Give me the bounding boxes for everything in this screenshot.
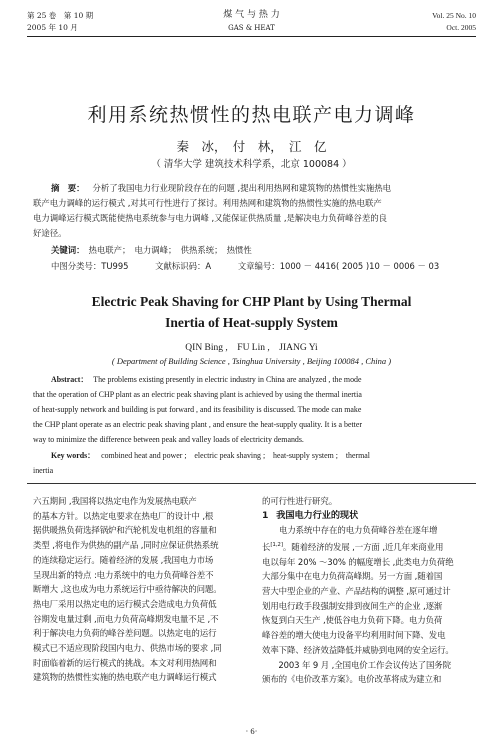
journal-vol-en: Vol. 25 No. 10 bbox=[432, 11, 476, 20]
abstract-en-line-2: that the operation of CHP plant as an electric peak shaving plant is achieved by using the thermal inertia bbox=[33, 390, 362, 399]
authors-cn: 秦 冰， 付 林， 江 亿 bbox=[176, 139, 327, 154]
article-number: 1000 － 4416( 2005 )10 － 0006 － 03 bbox=[279, 261, 440, 271]
body-right-line: 效率下降、经济效益降低并威胁到电网的安全运行。 bbox=[262, 644, 454, 655]
journal-date: 2005 年 10 月 bbox=[27, 23, 78, 32]
keywords-en-label: Key words： bbox=[51, 451, 96, 460]
affiliation-cn: （ 清华大学 建筑技术科学系，北京 100084 ） bbox=[151, 159, 352, 170]
journal-name-cn: 煤 气 与 热 力 bbox=[223, 10, 280, 20]
abstract-cn-line-3: 电力调峰运行模式既能使热电系统参与电力调峰 ,又能保证供热质量 ,是解决电力负荷峰谷差的良 bbox=[33, 213, 388, 223]
abstract-cn-line-2: 联产电力调峰的运行模式 ,对其可行性进行了探讨。利用热网和建筑物的热惯性实施的热电联产 bbox=[33, 198, 382, 208]
body-left-column bbox=[33, 494, 222, 685]
paper-title-en-line-2: Inertia of Heat-supply System bbox=[165, 315, 338, 330]
body-right-line: 颁布的《电价改革方案》。电价改革将成为建立和 bbox=[262, 674, 442, 685]
body-right-line: 划用电行政手段强制安排到夜间生产的企业 ,逐渐 bbox=[262, 600, 443, 611]
section-title: 我国电力行业的现状 bbox=[276, 509, 359, 521]
abstract-en-line-4: the CHP plant operate as an electric peak shaving plant , and ensure the heat-supply quality. It is a better bbox=[33, 420, 362, 429]
body-left-line: 类型 ,将电作为供热的副产品 ,同时应保证供热系统 bbox=[33, 540, 219, 551]
body-left-line: 的基本方针。以热定电要求在热电厂的设计中 ,根 bbox=[33, 510, 214, 521]
abstract-en-line-3: of heat-supply network and building is put forward , and its feasibility is discussed. The mode can make bbox=[33, 405, 362, 414]
authors-en: QIN Bing , FU Lin , JIANG Yi bbox=[185, 343, 318, 353]
section-number: 1 bbox=[262, 509, 269, 521]
body-left-line: 断增大 ,这也成为电力系统运行中亟待解决的问题。 bbox=[33, 584, 222, 595]
affiliation-en: ( Department of Building Science , Tsinghua University , Beijing 100084 , China ) bbox=[111, 356, 392, 366]
body-left-line: 利于解决电力负荷的峰谷差问题。以热定电的运行 bbox=[33, 628, 217, 639]
abstract-cn-label: 摘 要： bbox=[51, 183, 85, 193]
keywords-cn: 关键词： 热电联产； 电力调峰； 供热系统； 热惯性 bbox=[51, 245, 252, 255]
journal-volume-issue: 第 25 卷 第 10 期 bbox=[27, 11, 94, 20]
document-code: A bbox=[205, 261, 212, 271]
section-heading-1 bbox=[262, 509, 454, 524]
keywords-cn-label: 关键词： bbox=[51, 245, 85, 255]
body-left-line: 建筑物的热惯性实施的热电联产电力调峰运行模式 bbox=[33, 672, 217, 683]
abstract-en-line-5: way to minimize the difference between peak and valley loads of electricity demands. bbox=[33, 435, 304, 444]
body-left-line: 的连续稳定运行。随着经济的发展 ,我国电力市场 bbox=[33, 554, 214, 565]
clc-number: TU995 bbox=[101, 261, 129, 271]
section-separator bbox=[27, 483, 476, 484]
body-right-line: 大部分集中在电力负荷高峰期。另一方面 ,随着国 bbox=[262, 571, 443, 582]
journal-date-en: Oct. 2005 bbox=[446, 23, 476, 32]
body-right-line: 电以每年 20% ～30% 的幅度增长 ,此类电力负荷绝 bbox=[262, 556, 454, 567]
body-left-line: 呈现出新的特点 :电力系统中的电力负荷峰谷差不 bbox=[33, 569, 214, 580]
citation-ref: [1,2] bbox=[270, 542, 283, 549]
journal-name-en: GAS & HEAT bbox=[228, 24, 275, 32]
body-right-line: 长[1,2]。随着经济的发展 ,一方面 ,近几年来商业用 bbox=[262, 541, 444, 552]
body-right-line: 峰谷差的增大使电力设备平均利用时间下降、发电 bbox=[262, 630, 446, 641]
body-right-line: 的可行性进行研究。 bbox=[262, 496, 338, 506]
keywords-en: Key words： combined heat and power ; electric peak shaving ; heat-supply system ; thermal bbox=[51, 451, 370, 460]
body-left-line: 热电厂采用以热定电的运行模式会造成电力负荷低 bbox=[33, 598, 217, 609]
paper-title-cn: 利用系统热惯性的热电联产电力调峰 bbox=[87, 104, 416, 126]
keywords-en-cont: inertia bbox=[33, 466, 54, 475]
body-left-line: 谷期发电量过剩 ,而电力负荷高峰期发电量不足 ,不 bbox=[33, 613, 219, 624]
abstract-cn-line-1: 摘 要： 分析了我国电力行业现阶段存在的问题 ,提出利用热网和建筑物的热惯性实施热电 bbox=[51, 183, 391, 193]
body-right-line: 电力系统中存在的电力负荷峰谷差在逐年增 bbox=[279, 525, 438, 536]
body-left-line: 时面临着新的运行模式的挑战。本文对利用热网和 bbox=[33, 657, 217, 668]
body-left-line: 据供暖热负荷选择锅炉和汽轮机发电机组的容量和 bbox=[33, 525, 217, 536]
body-left-line: 六五期间 ,我国将以热定电作为发展热电联产 bbox=[33, 496, 197, 506]
abstract-cn-line-4: 好途径。 bbox=[33, 228, 67, 238]
page-number: · 6· bbox=[245, 726, 258, 736]
body-right-line: 恢复到白天生产 ,使低谷电力负荷下降。电力负荷 bbox=[262, 615, 443, 626]
header-rule bbox=[27, 36, 476, 37]
abstract-en-line-1: Abstract： The problems existing presently in electric industry in China are analyzed , the mode bbox=[51, 375, 362, 384]
body-right-line: 2003 年 9 月 ,全国电价工作会议传达了国务院 bbox=[270, 659, 451, 670]
classification-line: 中图分类号：TU995 文献标识码：A 文章编号：1000 － 4416( 2005 )10 － 0006 － 03 bbox=[51, 261, 440, 271]
body-right-line: 营大中型企业的产业、产品结构的调整 ,原可通过计 bbox=[262, 586, 451, 597]
body-right-column bbox=[262, 494, 454, 687]
paper-title-en-line-1: Electric Peak Shaving for CHP Plant by Using Thermal bbox=[91, 294, 412, 309]
body-left-line: 模式已不适应现阶段国内电力、供热市场的要求 ,同 bbox=[33, 643, 222, 654]
abstract-en-label: Abstract： bbox=[51, 375, 89, 384]
